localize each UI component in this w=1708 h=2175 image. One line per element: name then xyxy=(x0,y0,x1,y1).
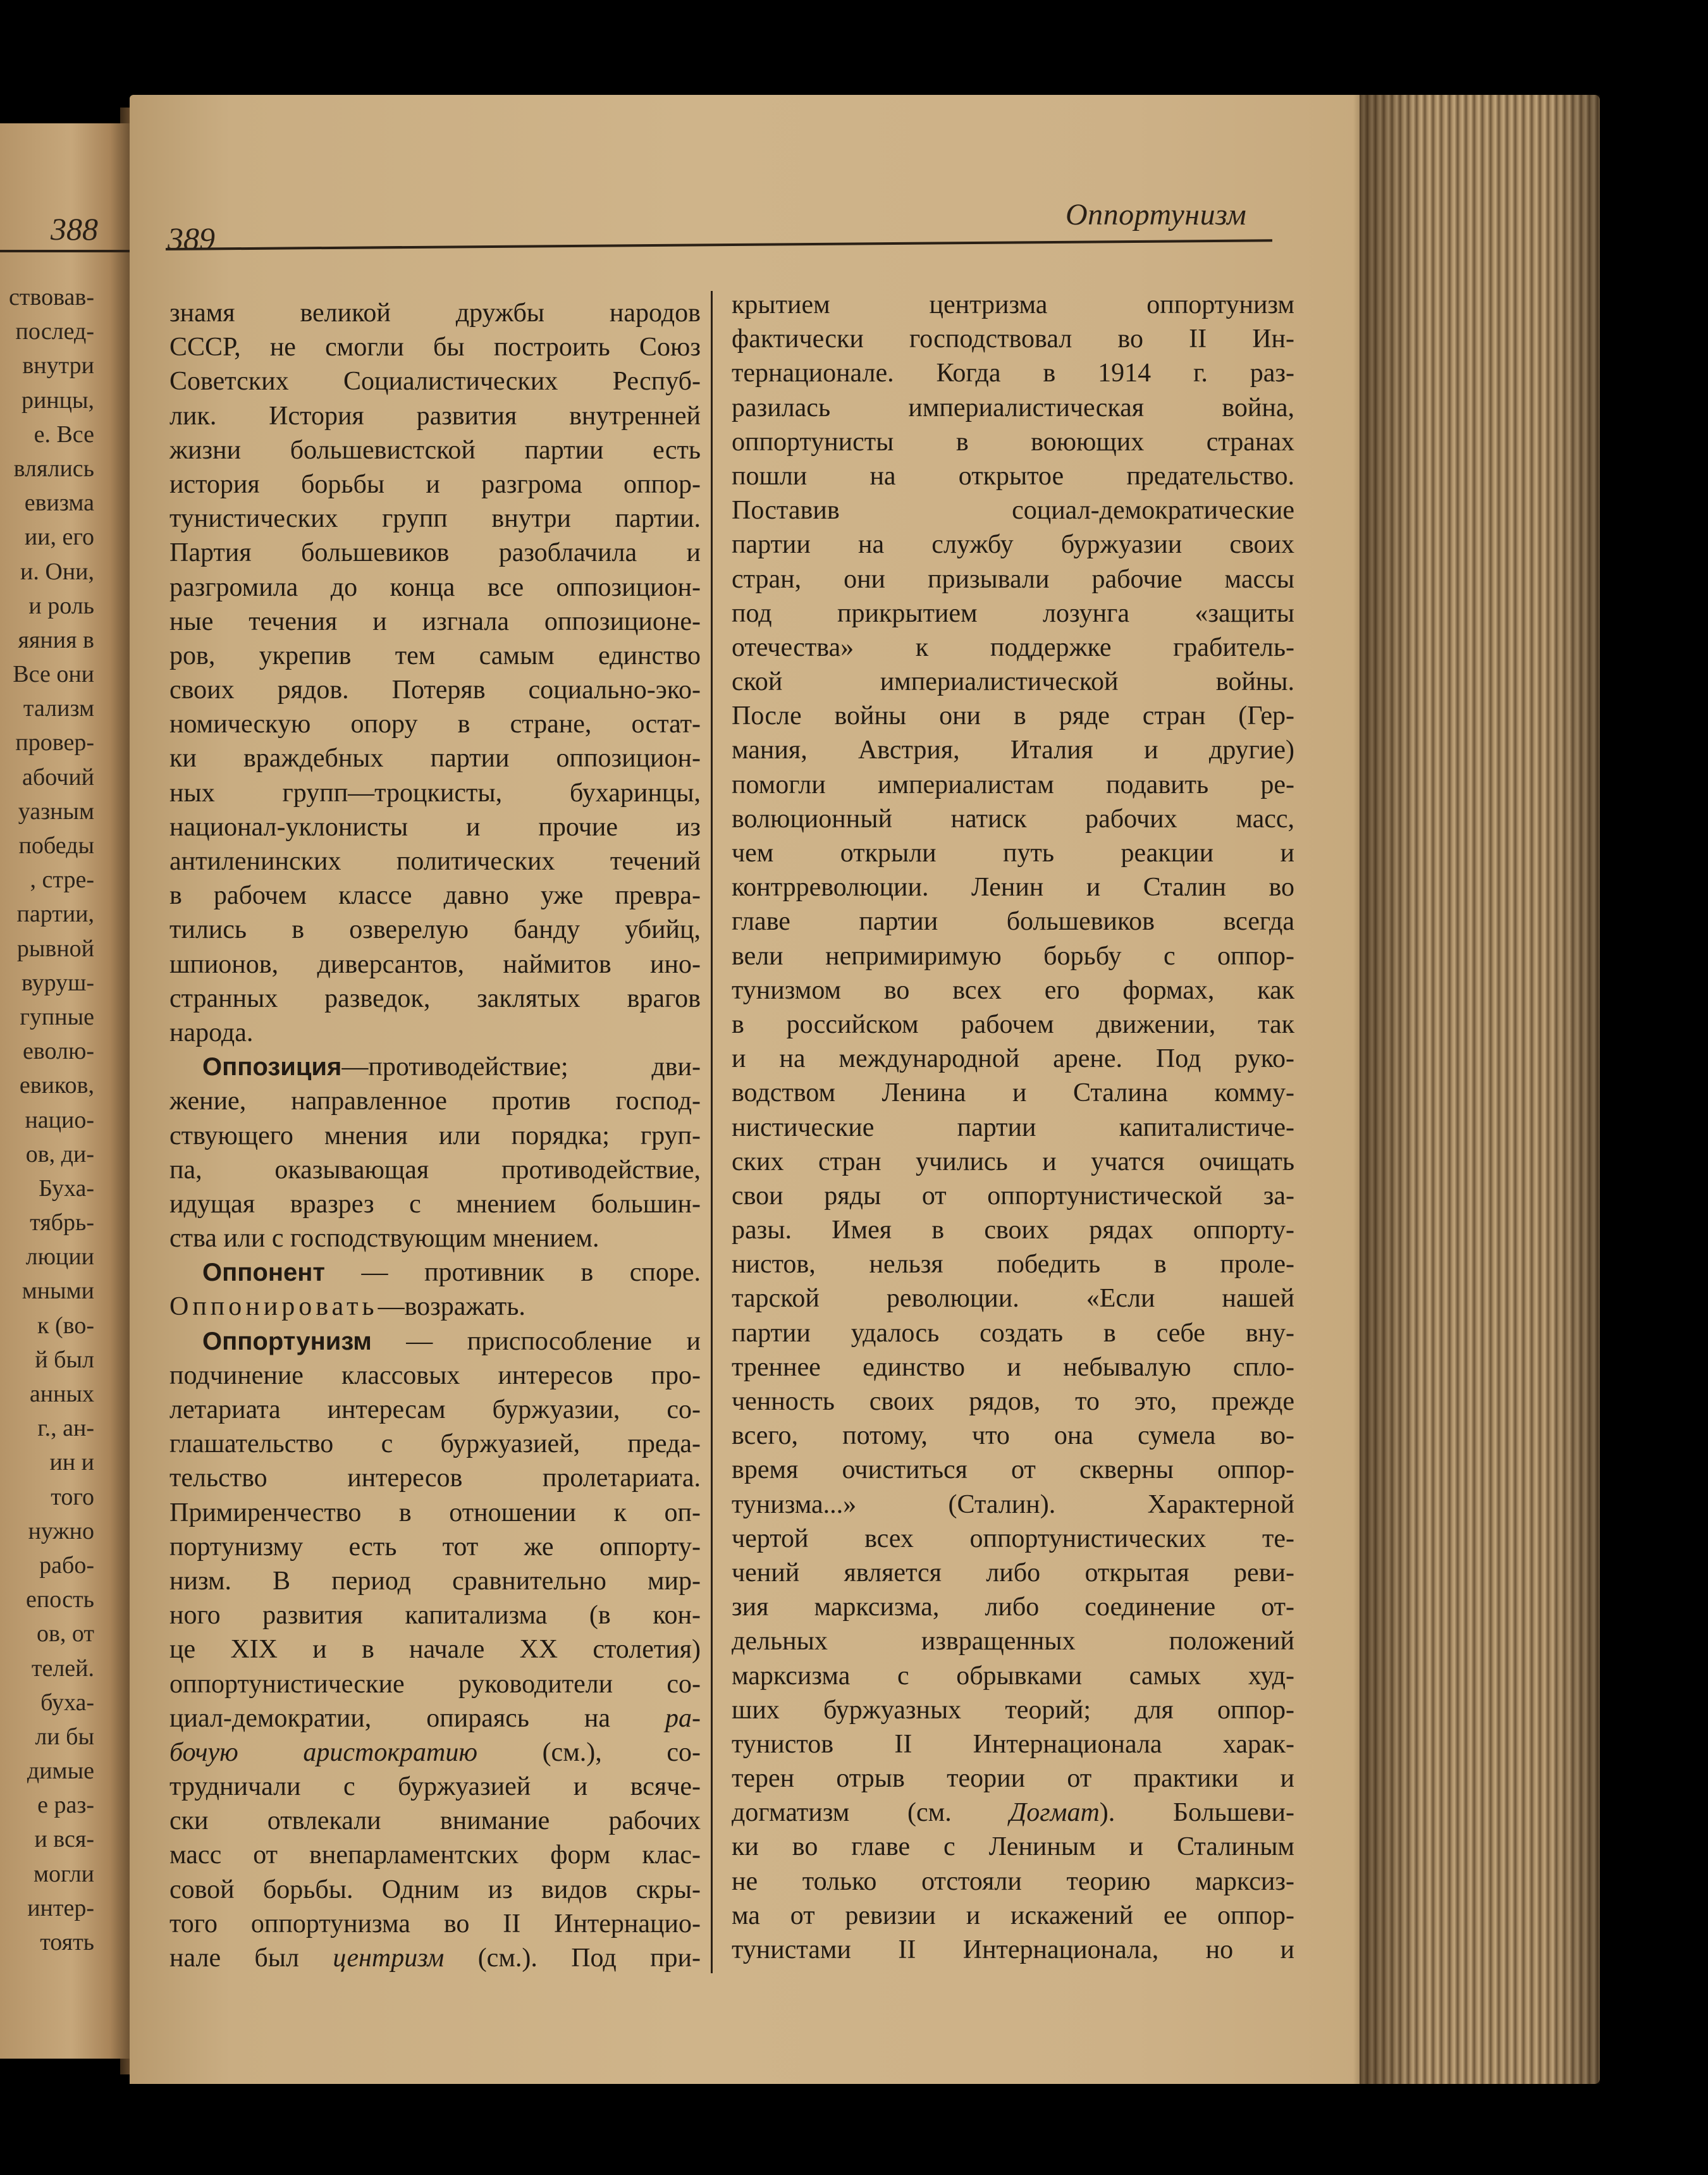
text-fragment: провер- xyxy=(15,729,94,756)
text-fragment: победы xyxy=(18,832,94,859)
text-fragment: вуруш- xyxy=(21,969,94,996)
previous-page-number: 388 xyxy=(51,211,98,247)
text-line: нистов, нельзя победить в проле- xyxy=(732,1250,1294,1279)
text-fragment: тябрь- xyxy=(30,1209,94,1236)
previous-page-header-rule xyxy=(0,250,130,252)
text-line: Советских Социалистических Респуб- xyxy=(169,367,701,397)
text-line: це XIX и в начале XX столетия) xyxy=(169,1635,701,1665)
entry-text: —возражать. xyxy=(378,1292,525,1322)
previous-page xyxy=(0,123,130,2059)
entry-term-spaced: Оппонировать xyxy=(169,1292,378,1322)
text-line: ски отвлекали внимание рабочих xyxy=(169,1806,701,1836)
right-column-body xyxy=(732,288,1294,1796)
text-fragment: люции xyxy=(25,1243,94,1271)
entry-term: Оппонент xyxy=(202,1259,326,1287)
text-line: глашательство с буржуазией, преда- xyxy=(169,1429,701,1459)
text-line: лик. История развития внутренней xyxy=(169,401,701,431)
text-line: разы. Имея в своих рядах оппорту- xyxy=(732,1216,1294,1245)
text-line: тунистов II Интернационала харак- xyxy=(732,1729,1294,1759)
text-line: разгромила до конца все оппозицион- xyxy=(169,572,701,602)
entry-opposition-headline xyxy=(169,1050,701,1084)
text-line: ствующего мнения или порядка; груп- xyxy=(169,1121,701,1150)
text-line: своих рядов. Потеряв социально-эко- xyxy=(169,675,701,705)
text-line: отечества» к поддержке грабитель- xyxy=(732,632,1294,662)
text-line: подчинение классовых интересов про- xyxy=(169,1360,701,1390)
text-line: тунистических групп внутри партии. xyxy=(169,504,701,534)
text-line: свои ряды от оппортунистической за- xyxy=(732,1181,1294,1211)
text-fragment: еволю- xyxy=(22,1038,94,1065)
text-fragment: уазным xyxy=(18,798,94,825)
text-fragment: буха- xyxy=(40,1689,94,1716)
text-fragment: и роль xyxy=(28,592,94,619)
text-line: ченность своих рядов, то это, прежде xyxy=(732,1387,1294,1416)
text-line: народа. xyxy=(169,1018,254,1047)
text-line: идущая вразрез с мнением большин- xyxy=(169,1189,701,1219)
cross-reference: ра- xyxy=(665,1703,701,1733)
text-line: тунистами II Интернационала, но и xyxy=(732,1935,1294,1964)
text-line: фактически господствовал во II Ин- xyxy=(732,324,1294,354)
entry-text: —противодействие; дви- xyxy=(341,1052,701,1082)
text-line xyxy=(169,1735,701,1770)
text-line: ров, укрепив тем самым единство xyxy=(169,641,701,670)
entry-opponent-headline xyxy=(169,1255,701,1290)
text-run: (см.), со- xyxy=(477,1737,701,1767)
text-line: контрреволюции. Ленин и Сталин во xyxy=(732,873,1294,903)
text-line: ма от ревизии и искажений ее оппор- xyxy=(732,1901,1294,1930)
text-fragment: того xyxy=(51,1483,94,1510)
text-line: ской империалистической войны. xyxy=(732,667,1294,697)
text-line: тельство интересов пролетариата. xyxy=(169,1463,701,1493)
entry-text: — противник в споре. xyxy=(325,1258,701,1288)
page-number: 389 xyxy=(168,221,215,256)
previous-page-text-fragments xyxy=(9,280,94,1959)
text-fragment: послед- xyxy=(15,318,94,345)
text-fragment: абочий xyxy=(22,763,94,791)
text-fragment: и. Они, xyxy=(20,558,94,585)
cross-reference: центризм xyxy=(333,1944,445,1973)
text-line: водством Ленина и Сталина комму- xyxy=(732,1078,1294,1108)
text-line: помогли империалистам подавить ре- xyxy=(732,770,1294,799)
text-line: ских стран учились и учатся очищать xyxy=(732,1147,1294,1176)
page-edges-stack xyxy=(1360,95,1600,2084)
text-line: того оппортунизма во II Интернацио- xyxy=(169,1909,701,1938)
text-line: После войны они в ряде стран (Гер- xyxy=(732,701,1294,731)
entry-opportunism-body-cont xyxy=(169,1770,701,1941)
entry-text: — приспособление и xyxy=(371,1326,701,1356)
text-line: номическую опору в стране, остат- xyxy=(169,710,701,739)
text-fragment: нацио- xyxy=(25,1106,94,1133)
text-line: трудничали с буржуазией и всяче- xyxy=(169,1772,701,1802)
text-line: ших буржуазных теорий; для оппор- xyxy=(732,1695,1294,1725)
text-line: время очиститься от скверны оппор- xyxy=(732,1455,1294,1485)
text-fragment: мными xyxy=(22,1278,94,1305)
text-line: мания, Австрия, Италия и другие) xyxy=(732,736,1294,765)
text-line: крытием центризма оппортунизм xyxy=(732,290,1294,319)
text-line: антиленинских политических течений xyxy=(169,847,701,876)
text-line: знамя великой дружбы народов xyxy=(169,299,701,328)
text-fragment: епость xyxy=(26,1586,94,1613)
text-fragment: интер- xyxy=(27,1894,94,1921)
text-fragment: ов, от xyxy=(36,1620,94,1648)
text-line: портунизму есть тот же оппорту- xyxy=(169,1532,701,1562)
text-fragment: ии, его xyxy=(24,524,94,551)
text-line: низм. В период сравнительно мир- xyxy=(169,1566,701,1596)
text-line: партии на службу буржуазии своих xyxy=(732,530,1294,560)
text-line: оппортунистические руководители со- xyxy=(169,1669,701,1699)
column-divider xyxy=(711,291,713,1973)
text-line: треннее единство и небывалую спло- xyxy=(732,1352,1294,1382)
text-line: масс от внепарламентских форм клас- xyxy=(169,1840,701,1870)
text-fragment: телей. xyxy=(31,1654,94,1682)
cross-reference: бочую аристократию xyxy=(169,1737,477,1767)
text-fragment: ин и xyxy=(49,1449,94,1476)
text-fragment: гупные xyxy=(20,1003,94,1030)
text-line: странных разведок, заклятых врагов xyxy=(169,983,701,1013)
text-fragment: нужно xyxy=(28,1517,94,1544)
text-fragment: ов, ди- xyxy=(25,1140,94,1168)
text-line: чем открыли путь реакции и xyxy=(732,839,1294,868)
text-line: ного развития капитализма (в кон- xyxy=(169,1601,701,1630)
text-fragment: ствовав- xyxy=(8,284,94,311)
text-line xyxy=(732,1796,1294,1830)
text-fragment: партии, xyxy=(16,901,94,928)
text-fragment: е раз- xyxy=(37,1792,94,1819)
text-fragment: яяния в xyxy=(18,626,94,653)
text-fragment: ринцы, xyxy=(21,386,94,414)
text-line: жизни большевистской партии есть xyxy=(169,435,701,465)
text-line: ства или с господствующим мнением. xyxy=(169,1224,599,1254)
text-fragment: димые xyxy=(27,1758,94,1785)
text-line: ные течения и изгнала оппозиционе- xyxy=(169,607,701,636)
text-fragment: влялись xyxy=(13,455,94,482)
entry-term: Оппортунизм xyxy=(202,1327,372,1355)
right-column-body-cont xyxy=(732,1830,1294,1967)
text-line: совой борьбы. Одним из видов скры- xyxy=(169,1875,701,1904)
text-line: тарской революции. «Если нашей xyxy=(732,1284,1294,1314)
text-line: терен отрыв теории от практики и xyxy=(732,1764,1294,1794)
text-fragment: могли xyxy=(33,1860,94,1887)
text-fragment: к (во- xyxy=(37,1312,94,1339)
text-line: партии удалось создать в себе вну- xyxy=(732,1318,1294,1348)
entry-term: Оппозиция xyxy=(202,1053,342,1081)
text-line: чертой всех оппортунистических те- xyxy=(732,1524,1294,1553)
text-line: всего, потому, что она сумела во- xyxy=(732,1421,1294,1451)
text-fragment: тоять xyxy=(40,1929,94,1956)
text-run: (см.). Под при- xyxy=(444,1944,701,1973)
text-line: в рабочем классе давно уже превра- xyxy=(169,881,701,911)
text-fragment: рывной xyxy=(16,935,94,962)
text-fragment: евиков, xyxy=(19,1072,94,1099)
right-column xyxy=(732,288,1294,1967)
text-fragment: Все они xyxy=(13,661,94,688)
text-line: марксизма с обрывками самых худ- xyxy=(732,1661,1294,1691)
text-line: под прикрытием лозунга «защиты xyxy=(732,598,1294,628)
text-run: догматизм (см. xyxy=(732,1798,1010,1828)
text-fragment: евизма xyxy=(24,490,94,517)
text-line: летариата интересам буржуазии, со- xyxy=(169,1395,701,1424)
text-line: Партия большевиков разоблачила и xyxy=(169,538,701,568)
left-column-intro xyxy=(169,296,701,1050)
text-line: тунизмом во всех его формах, как xyxy=(732,975,1294,1005)
text-line: волюционный натиск рабочих масс, xyxy=(732,804,1294,834)
text-fragment: внутри xyxy=(22,352,94,379)
text-line: ных групп—троцкисты, бухаринцы, xyxy=(169,778,701,808)
text-fragment: Буха- xyxy=(39,1174,94,1202)
text-line: главе партии большевиков всегда xyxy=(732,907,1294,937)
text-line xyxy=(169,1941,701,1975)
text-line: жение, направленное против господ- xyxy=(169,1087,701,1116)
text-fragment: г., ан- xyxy=(37,1415,94,1442)
text-line: чений является либо открытая реви- xyxy=(732,1558,1294,1587)
text-line: национал-уклонисты и прочие из xyxy=(169,812,701,842)
text-line xyxy=(169,1701,701,1735)
text-fragment: рабо- xyxy=(39,1551,94,1579)
text-line: нистические партии капиталистиче- xyxy=(732,1112,1294,1142)
text-line: история борьбы и разгрома оппор- xyxy=(169,469,701,499)
text-line: не только отстояли теорию марксиз- xyxy=(732,1866,1294,1896)
entry-opponent-verb xyxy=(169,1290,701,1324)
entry-opportunism-body xyxy=(169,1359,701,1701)
text-line: пошли на открытое предательство. xyxy=(732,461,1294,491)
text-run: нале был xyxy=(169,1944,333,1973)
text-line: оппортунисты в воюющих странах xyxy=(732,427,1294,457)
text-line: тились в озверелую банду убийц, xyxy=(169,915,701,945)
text-line: и на международной арене. Под руко- xyxy=(732,1044,1294,1074)
entry-opposition-body xyxy=(169,1084,701,1255)
text-line: СССР, не смогли бы построить Союз xyxy=(169,333,701,362)
text-fragment: й был xyxy=(35,1346,94,1373)
text-fragment: анных xyxy=(29,1381,94,1407)
entry-opportunism-headline xyxy=(169,1324,701,1359)
running-head: Оппортунизм xyxy=(1066,198,1247,231)
text-line: ки враждебных партии оппозицион- xyxy=(169,744,701,773)
text-fragment: е. Все xyxy=(34,421,94,448)
text-line: тернационале. Когда в 1914 г. раз- xyxy=(732,359,1294,388)
text-run: циал-демократии, опираясь на xyxy=(169,1703,665,1733)
text-line: тунизма...» (Сталин). Характерной xyxy=(732,1489,1294,1519)
text-line: ки во главе с Лениным и Сталиным xyxy=(732,1832,1294,1862)
left-column xyxy=(169,296,701,1975)
cross-reference: Догмат xyxy=(1009,1798,1100,1828)
text-line: зия марксизма, либо соединение от- xyxy=(732,1593,1294,1622)
text-fragment: тализм xyxy=(23,695,94,722)
text-line: шпионов, диверсантов, наймитов ино- xyxy=(169,949,701,979)
text-line: па, оказывающая противодействие, xyxy=(169,1155,701,1185)
text-fragment: , стре- xyxy=(30,866,94,894)
text-line: разилась империалистическая война, xyxy=(732,393,1294,422)
text-fragment: ли бы xyxy=(35,1723,94,1750)
text-line: дельных извращенных положений xyxy=(732,1627,1294,1656)
text-line: Примиренчество в отношении к оп- xyxy=(169,1498,701,1527)
text-line: в российском рабочем движении, так xyxy=(732,1009,1294,1039)
text-fragment: и вся- xyxy=(34,1826,94,1853)
text-line: вели непримиримую борьбу с оппор- xyxy=(732,941,1294,971)
text-line: Поставив социал-демократические xyxy=(732,496,1294,526)
text-line: стран, они призывали рабочие массы xyxy=(732,564,1294,594)
text-run: ). Большеви- xyxy=(1099,1798,1294,1828)
